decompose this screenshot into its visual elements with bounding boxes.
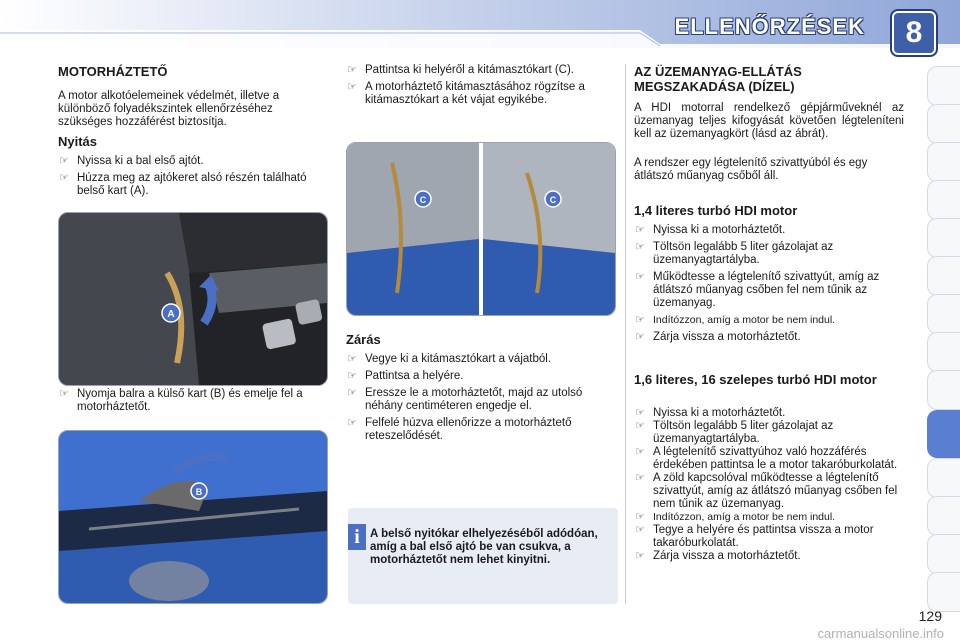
list-item: ☞ Vegye ki a kitámasztókart a vájatból. (347, 353, 552, 365)
hand-pointer-icon: ☞ (635, 472, 645, 484)
list-item: ☞ Pattintsa ki helyéről a kitámasztókart (C). (347, 64, 574, 76)
watermark: carmanualsonline.info (817, 626, 944, 641)
hand-pointer-icon: ☞ (59, 172, 69, 184)
chapter-tab[interactable] (927, 104, 960, 144)
callout-label-a: A (167, 309, 175, 320)
hand-pointer-icon: ☞ (635, 511, 645, 523)
chapter-tab[interactable] (927, 142, 960, 182)
section-title-hood: MOTORHÁZTETŐ (58, 64, 168, 79)
list-item: ☞ Felfelé húzva ellenőrizze a motorháztető reteszelődését. (347, 417, 572, 442)
engine2-steps (634, 407, 906, 563)
list-item: ☞ Töltsön legalább 5 liter gázolajat az üzemanyagtartályba. (635, 420, 834, 445)
chapter-number-badge: 8 (892, 11, 936, 55)
chapter-tab[interactable] (927, 294, 960, 334)
lift-hood-step (58, 388, 330, 418)
section-title-fuel: AZ ÜZEMANYAG-ELLÁTÁS MEGSZAKADÁSA (DÍZEL) (634, 64, 802, 94)
fuel-para-1: A HDI motorral rendelkező gépjárműveknél az üzemanyag teljes kifogyását követően légteleníteni kell az üzemanyagkört (lásd az ábrát). (634, 102, 904, 140)
list-item: ☞ Indítózzon, amíg a motor be nem indul. (635, 511, 836, 523)
list-item: ☞ Indítózzon, amíg a motor be nem indul. (635, 314, 836, 326)
photo-prop-rod-image (347, 143, 615, 315)
engine1-heading: 1,4 literes turbó HDI motor (634, 203, 798, 218)
chapter-tab-active[interactable] (927, 410, 960, 458)
hand-pointer-icon: ☞ (347, 370, 357, 382)
hand-pointer-icon: ☞ (347, 387, 357, 399)
callout-label-b: B (195, 487, 203, 497)
opening-steps (58, 155, 330, 202)
chapter-tab[interactable] (927, 534, 960, 574)
photo-interior-lever (58, 212, 328, 386)
column-divider (625, 64, 626, 604)
list-item: ☞ Zárja vissza a motorháztetőt. (635, 550, 801, 562)
info-text: A belső nyitókar elhelyezéséből adódóan, amíg a bal első ajtó be van csukva, a motorháztetőt nem lehet kinyitni. (370, 528, 598, 566)
hand-pointer-icon: ☞ (635, 314, 645, 326)
page-number: 129 (918, 608, 942, 624)
list-item: ☞ Működtesse a légtelenítő szivattyút, amíg az átlátszó műanyag csőben fel nem tűnik az üzemanyag. (635, 271, 880, 309)
fuel-para-2: A rendszer egy légtelenítő szivattyúból és egy átlátszó műanyag csőből áll. (634, 157, 868, 182)
list-item: ☞ Zárja vissza a motorháztetőt. (635, 331, 801, 343)
chapter-tab[interactable] (927, 458, 960, 498)
engine1-steps (634, 224, 906, 348)
hand-pointer-icon: ☞ (347, 353, 357, 365)
hand-pointer-icon: ☞ (635, 331, 645, 343)
hood-intro: A motor alkotóelemeinek védelmét, illetve a különböző folyadékszintek ellenőrzéséhez szükséges hozzáférést biztosítja. (58, 90, 280, 128)
list-item: ☞ Nyissa ki a motorháztetőt. (635, 224, 786, 236)
chapter-tab[interactable] (927, 332, 960, 372)
photo-external-lever-image (59, 431, 327, 603)
chapter-tab[interactable] (927, 572, 960, 612)
chapter-tab[interactable] (927, 256, 960, 296)
prop-rod-steps (346, 64, 616, 111)
hand-pointer-icon: ☞ (59, 155, 69, 167)
chapter-tab[interactable] (927, 370, 960, 410)
hand-pointer-icon: ☞ (347, 417, 357, 429)
callout-label-c: C (549, 195, 557, 205)
list-item: ☞ Tegye a helyére és pattintsa vissza a motor takaróburkolatát. (635, 524, 874, 549)
hand-pointer-icon: ☞ (347, 64, 357, 76)
hand-pointer-icon: ☞ (635, 550, 645, 562)
hand-pointer-icon: ☞ (59, 388, 69, 400)
chapter-title: ELLENŐRZÉSEK (674, 14, 865, 39)
list-item: ☞ Töltsön legalább 5 liter gázolajat az üzemanyagtartályba. (635, 241, 834, 266)
closing-steps (346, 353, 618, 447)
list-item: ☞ Eressze le a motorháztetőt, majd az utolsó néhány centiméteren engedje el. (347, 387, 583, 412)
list-item: ☞ Nyissa ki a bal első ajtót. (59, 155, 204, 167)
engine2-heading: 1,6 literes, 16 szelepes turbó HDI motor (634, 372, 877, 387)
list-item: ☞ Nyissa ki a motorháztetőt. (635, 407, 786, 419)
hand-pointer-icon: ☞ (635, 420, 645, 432)
chapter-tab[interactable] (927, 180, 960, 220)
photo-prop-rod (346, 142, 616, 316)
list-item: ☞ Nyomja balra a külső kart (B) és emelje fel a motorháztetőt. (59, 388, 303, 413)
photo-external-lever (58, 430, 328, 604)
info-icon: i (348, 524, 366, 550)
hand-pointer-icon: ☞ (635, 224, 645, 236)
chapter-tab[interactable] (927, 496, 960, 536)
opening-heading: Nyitás (58, 134, 98, 149)
closing-heading: Zárás (346, 332, 381, 347)
hand-pointer-icon: ☞ (635, 271, 645, 283)
hand-pointer-icon: ☞ (635, 241, 645, 253)
list-item: ☞ A motorháztető kitámasztásához rögzítse a kitámasztókart a két vájat egyikébe. (347, 81, 585, 106)
chapter-tab[interactable] (927, 66, 960, 106)
hand-pointer-icon: ☞ (347, 81, 357, 93)
hand-pointer-icon: ☞ (635, 524, 645, 536)
hand-pointer-icon: ☞ (635, 407, 645, 419)
hand-pointer-icon: ☞ (635, 446, 645, 458)
list-item: ☞ A légtelenítő szivattyúhoz való hozzáférés érdekében pattintsa le a motor takaróburkolatát. (635, 446, 898, 471)
callout-label-c: C (419, 195, 427, 205)
photo-interior-lever-image (59, 213, 327, 385)
list-item: ☞ Pattintsa a helyére. (347, 370, 464, 382)
list-item: ☞ Húzza meg az ajtókeret alsó részén található belső kart (A). (59, 172, 307, 197)
list-item: ☞ A zöld kapcsolóval működtesse a légtelenítő szivattyút, amíg az átlátszó műanyag csőben fel nem tűnik az üzemanyag. (635, 472, 898, 510)
chapter-tab[interactable] (927, 218, 960, 258)
